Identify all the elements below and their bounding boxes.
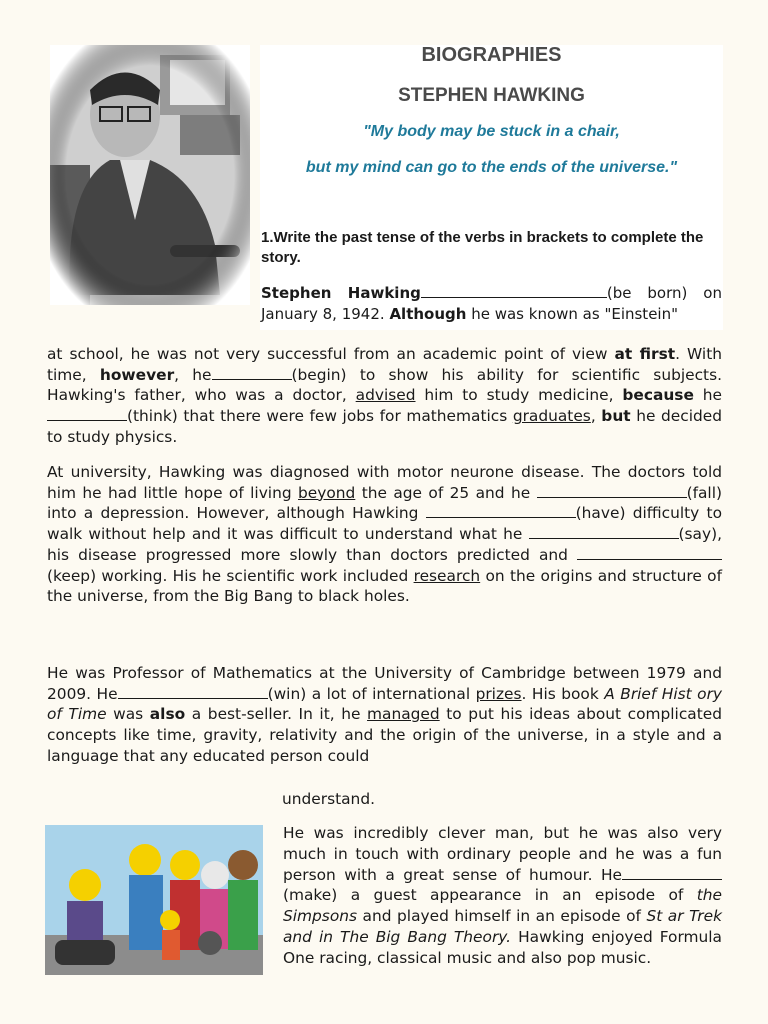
- verb-hint: (begin): [291, 365, 347, 384]
- paragraph-1-top: [261, 283, 722, 325]
- text: he decided to study physics.: [47, 407, 722, 446]
- paragraph-3: [47, 663, 722, 767]
- vocab-graduates: graduates: [512, 407, 591, 426]
- exercise-instruction: 1.Write the past tense of the verbs in brackets to complete the story.: [261, 229, 704, 266]
- text: a best-seller. In it, he: [185, 705, 368, 724]
- paragraph-2: [47, 462, 722, 607]
- keyword-at-first: at first: [614, 345, 676, 363]
- answer-blank-be-born[interactable]: [421, 283, 607, 298]
- verb-hint: (win): [267, 684, 307, 703]
- text: difficulty to walk without help and it was difficult to understand what he: [47, 504, 722, 544]
- answer-blank-say[interactable]: [529, 524, 679, 539]
- text: . With time,: [47, 345, 722, 384]
- verb-hint: (be born): [606, 284, 688, 302]
- hawking-portrait-photo: [50, 45, 250, 305]
- text: into a depression. However, although Hawking: [47, 504, 426, 523]
- text: him to study medicine,: [415, 386, 623, 405]
- answer-blank-keep[interactable]: [577, 545, 722, 560]
- verb-hint: (keep): [47, 566, 97, 585]
- text: that there were few jobs for mathematics: [177, 407, 513, 426]
- text: working. His he scientific work included: [96, 566, 414, 585]
- answer-blank-win[interactable]: [118, 684, 268, 699]
- simpsons-cartoon-image: [45, 825, 263, 975]
- vocab-advised: advised: [355, 386, 416, 405]
- text: to show his ability for scientific subjects. Hawking's father, who was a doctor,: [47, 365, 722, 405]
- keyword-also: also: [149, 705, 186, 724]
- show-title-simpsons: the Simpsons: [283, 886, 722, 926]
- paragraph-4: [283, 823, 722, 969]
- text: He was incredibly clever man, but he was also very much in touch with ordinary people and he was a fun person with a great sense of humour. He: [283, 824, 722, 884]
- keyword-although: Although: [389, 305, 467, 323]
- text: he was known as "Einstein": [466, 305, 678, 323]
- keyword-however: however: [99, 365, 175, 384]
- answer-blank-think[interactable]: [47, 406, 127, 421]
- page-title: BIOGRAPHIES: [421, 44, 562, 66]
- text: to put his ideas about complicated concepts like time, gravity, relativity and the origin of the universe, in a style and a language that any educated person could: [47, 705, 722, 765]
- text: he: [693, 386, 722, 405]
- text: He was Professor of Mathematics at the University of Cambridge between 1979 and 2009. He: [47, 664, 722, 703]
- vocab-research: research: [413, 566, 481, 585]
- text: and played himself in an episode of: [357, 907, 647, 926]
- text: Hawking enjoyed Formula One racing, classical music and also pop music.: [283, 927, 722, 967]
- text: a guest appearance in an episode of: [337, 886, 697, 905]
- answer-blank-fall[interactable]: [537, 483, 687, 498]
- show-title-star-trek: St ar Trek and in The Big Bang Theory.: [283, 907, 723, 946]
- answer-blank-have[interactable]: [426, 503, 576, 518]
- paragraph-3-end: understand.: [282, 790, 375, 808]
- verb-hint: (think): [127, 407, 178, 426]
- subject-name: Stephen Hawking: [261, 284, 421, 302]
- text: on the origins and structure of the universe, from the Big Bang to black holes.: [47, 566, 722, 606]
- text: was: [106, 705, 150, 724]
- keyword-but: but: [601, 407, 631, 426]
- text: , his disease progressed more slowly than doctors predicted and: [47, 525, 722, 564]
- text: At university, Hawking was diagnosed with motor neurone disease. The doctors told him he had little hope of living: [47, 463, 722, 502]
- vocab-prizes: prizes: [475, 684, 522, 703]
- verb-hint: (make): [283, 886, 338, 905]
- verb-hint: (say): [678, 525, 718, 544]
- keyword-because: because: [622, 386, 694, 405]
- answer-blank-make[interactable]: [622, 865, 722, 880]
- quote-line-1: "My body may be stuck in a chair,: [363, 123, 620, 140]
- quote-line-2: but my mind can go to the ends of the universe.": [305, 159, 678, 176]
- vocab-managed: managed: [367, 705, 440, 724]
- verb-hint: (fall): [686, 483, 722, 502]
- text: at school, he was not very successful from an academic point of view: [47, 345, 615, 363]
- text: on January 8, 1942.: [261, 284, 722, 323]
- text: a lot of international: [306, 684, 476, 703]
- text: ,: [590, 407, 602, 426]
- paragraph-1-body: [47, 344, 722, 448]
- page-subtitle: STEPHEN HAWKING: [398, 85, 585, 106]
- text: . His book: [521, 684, 605, 703]
- text: , he: [174, 365, 212, 384]
- book-title: A Brief Hist ory of Time: [47, 684, 723, 724]
- vocab-beyond: beyond: [298, 483, 356, 502]
- answer-blank-begin[interactable]: [212, 365, 292, 380]
- text: the age of 25 and he: [355, 483, 537, 502]
- verb-hint: (have): [575, 504, 626, 523]
